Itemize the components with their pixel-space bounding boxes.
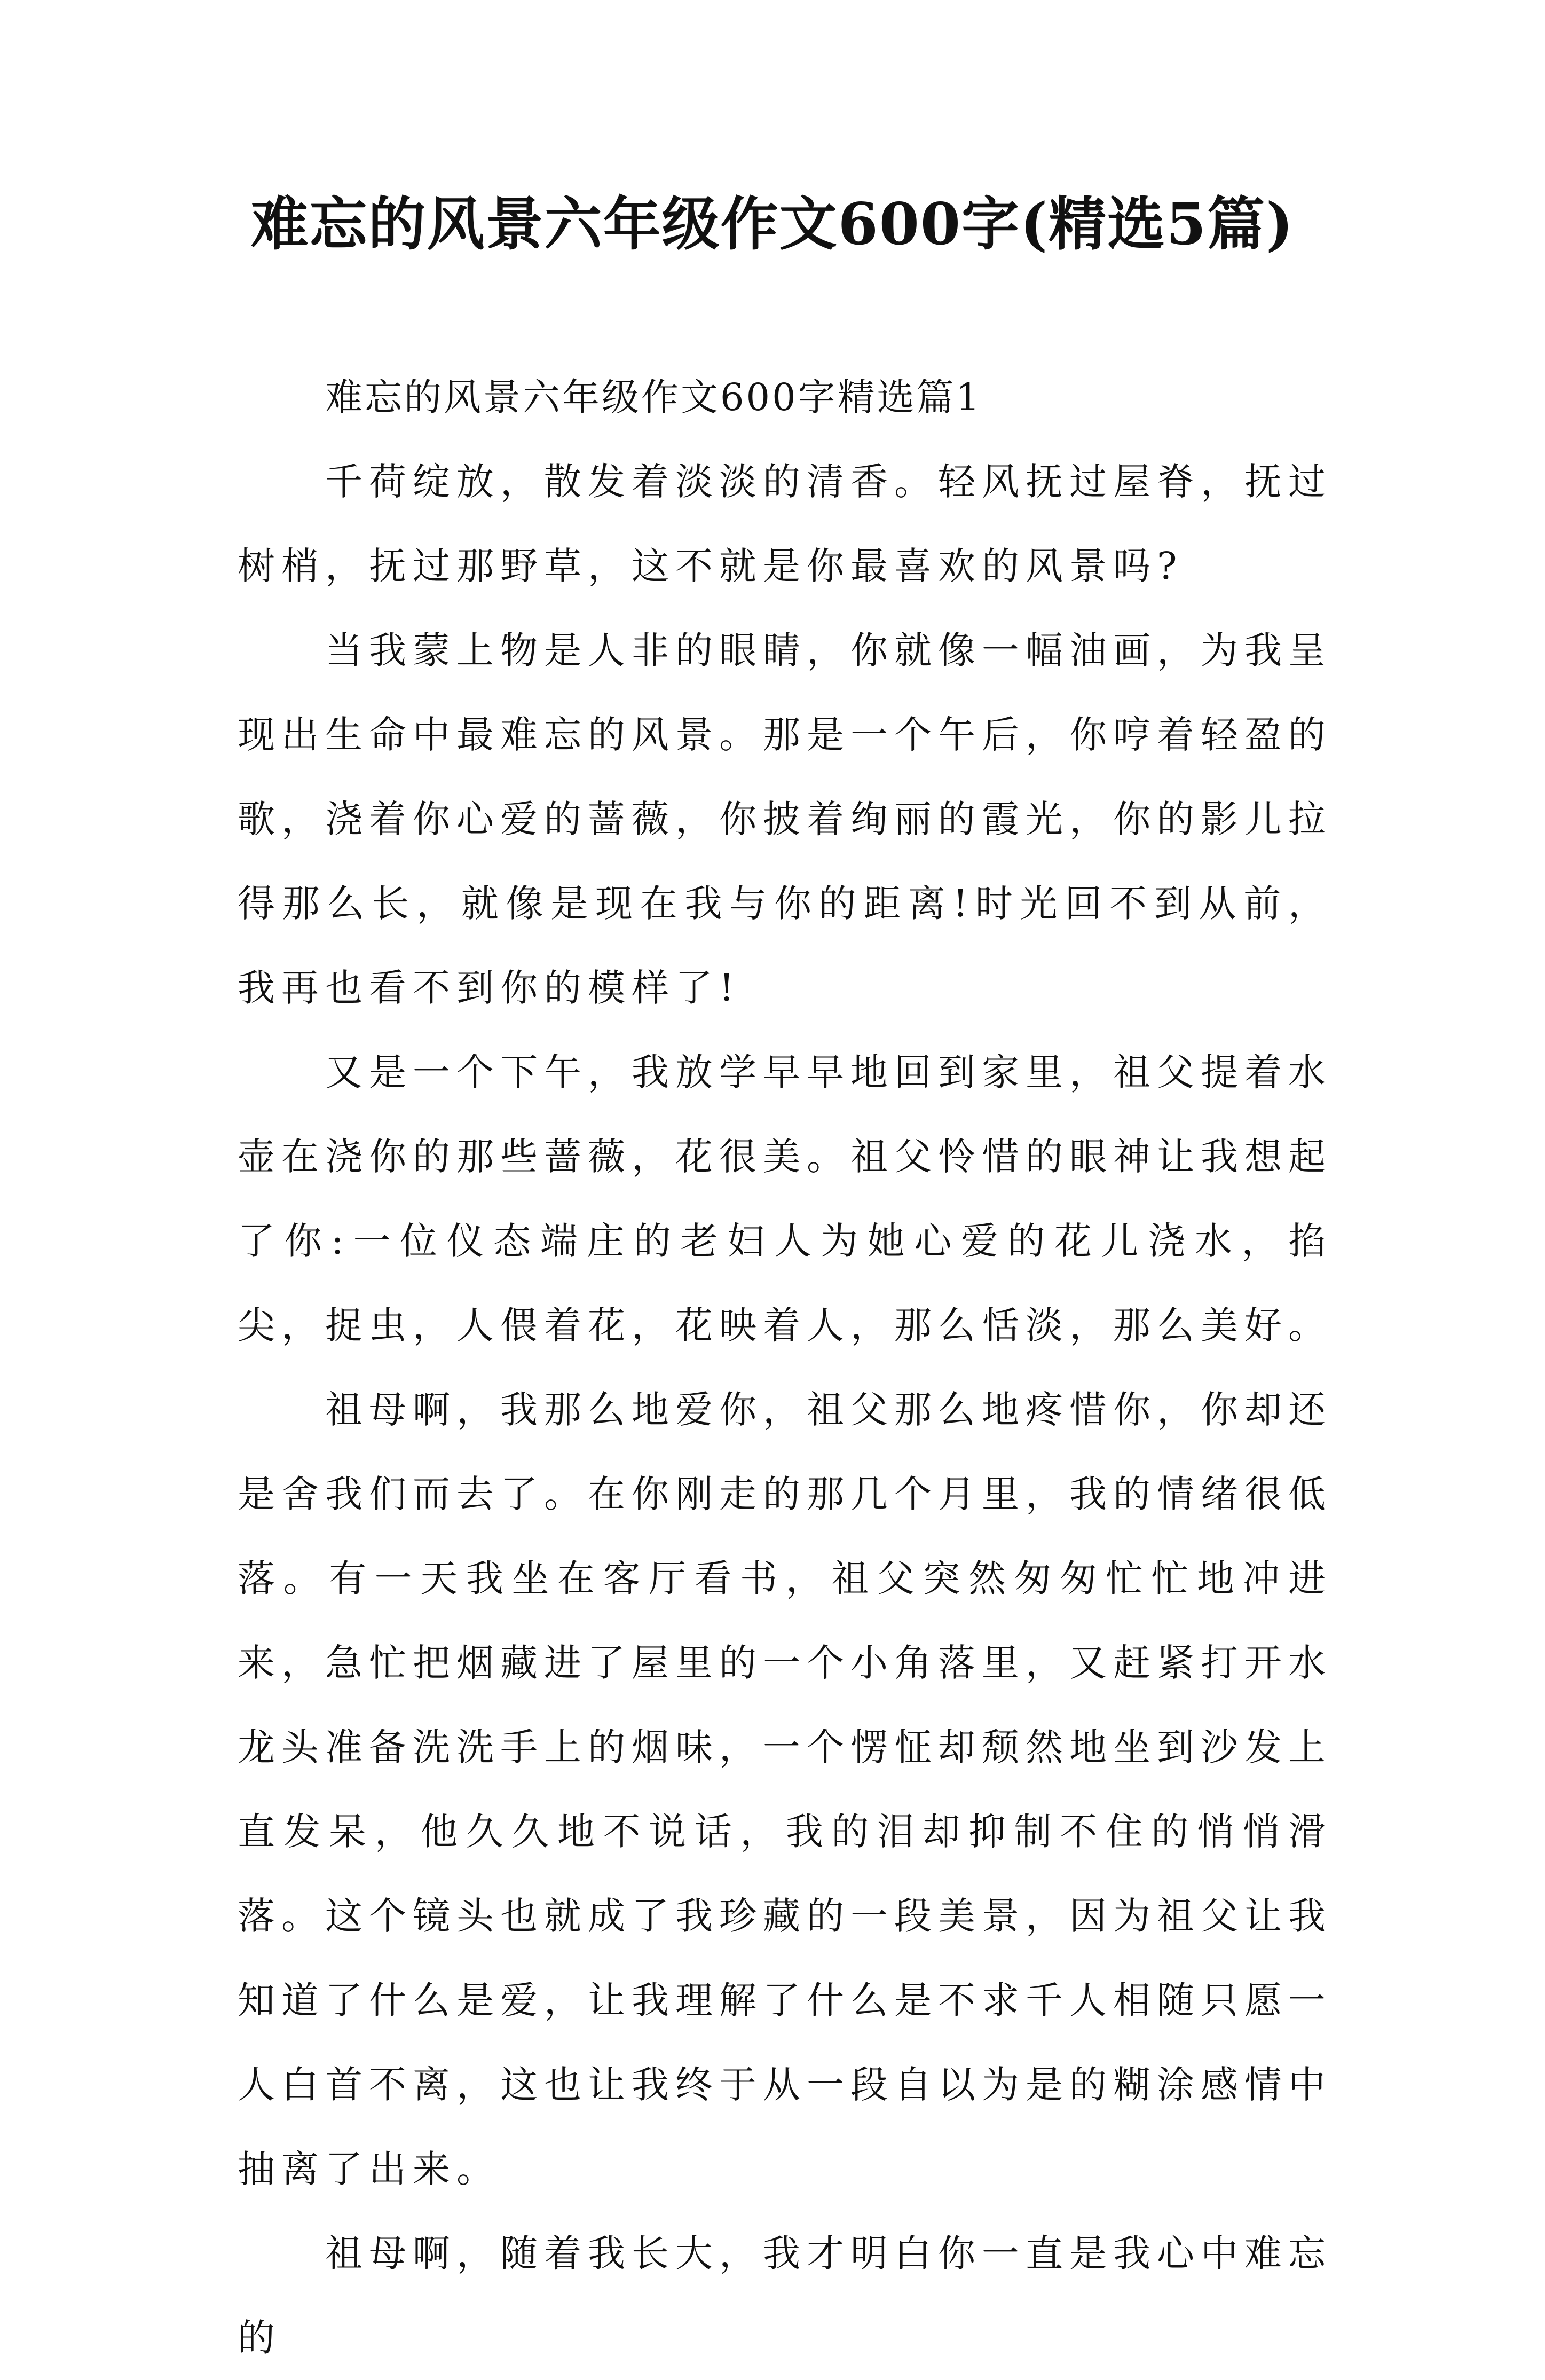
paragraph: 祖母啊，我那么地爱你，祖父那么地疼惜你，你却还是舍我们而去了。在你刚走的那几个月里，我的情绪很低落。有一天我坐在客厅看书，祖父突然匆匆忙忙地冲进来，急忙把烟藏进了屋里的一个小角落里，又赶紧打开水龙头准备洗洗手上的烟味，一个愣怔却颓然地坐到沙发上直发呆，他久久地不说话，我的泪却抑制不住的悄悄滑落。这个镜头也就成了我珍藏的一段美景，因为祖父让我知道了什么是爱，让我理解了什么是不求千人相随只愿一人白首不离，这也让我终于从一段自以为是的糊涂感情中抽离了出来。 [238, 1388, 1332, 2191]
paragraph: 当我蒙上物是人非的眼睛，你就像一幅油画，为我呈现出生命中最难忘的风景。那是一个午后，你哼着轻盈的歌，浇着你心爱的蔷薇，你披着绚丽的霞光，你的影儿拉得那么长，就像是现在我与你的距离!时光回不到从前，我再也看不到你的模样了! [238, 629, 1332, 1010]
document-title: 难忘的风景六年级作文600字(精选5篇) [250, 191, 1295, 258]
paragraph: 祖母啊，随着我长大，我才明白你一直是我心中难忘的 [238, 2232, 1332, 2360]
section-heading: 难忘的风景六年级作文600字精选篇1 [325, 375, 982, 419]
paragraph: 千荷绽放，散发着淡淡的清香。轻风抚过屋脊，抚过树梢，抚过那野草，这不就是你最喜欢的风景吗? [238, 460, 1332, 588]
document-body [238, 355, 1332, 2380]
paragraph: 又是一个下午，我放学早早地回到家里，祖父提着水壶在浇你的那些蔷薇，花很美。祖父怜惜的眼神让我想起了你:一位仪态端庄的老妇人为她心爱的花儿浇水，掐尖，捉虫，人偎着花，花映着人，那么恬淡，那么美好。 [238, 1050, 1332, 1347]
